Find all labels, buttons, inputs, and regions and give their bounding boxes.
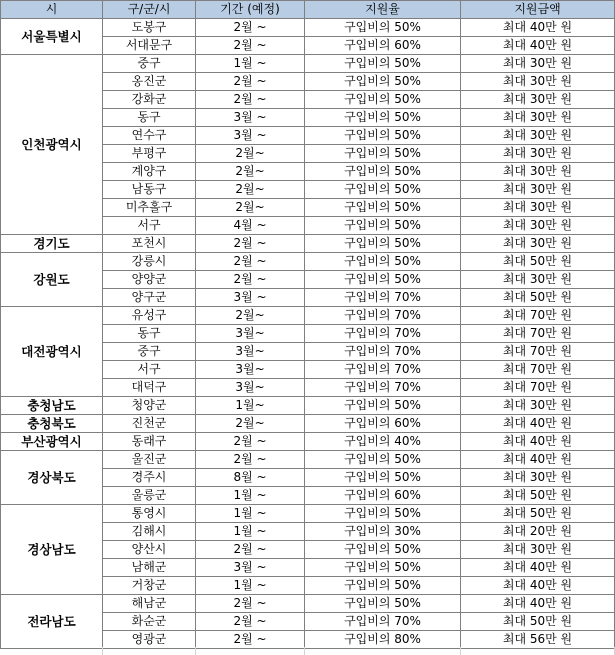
amount-cell[interactable]: 최대 50만 원 xyxy=(461,487,615,505)
rate-cell[interactable]: 구입비의 60% xyxy=(305,415,461,433)
rate-cell[interactable]: 구입비의 30% xyxy=(305,523,461,541)
region-cell[interactable]: 강원도 xyxy=(1,253,103,307)
period-cell[interactable]: 1월 ~ xyxy=(196,577,305,595)
amount-cell[interactable]: 최대 30만 원 xyxy=(461,73,615,91)
district-cell[interactable]: 서구 xyxy=(103,217,196,235)
table-row xyxy=(1,397,615,415)
amount-cell[interactable]: 최대 70만 원 xyxy=(461,379,615,397)
period-cell[interactable]: 2월 ~ xyxy=(196,19,305,37)
region-cell[interactable]: 경기도 xyxy=(1,235,103,253)
district-cell[interactable]: 중구 xyxy=(103,55,196,73)
district-cell[interactable]: 미추홀구 xyxy=(103,199,196,217)
period-cell[interactable]: 2월 ~ xyxy=(196,541,305,559)
header-region[interactable]: 시 xyxy=(1,1,103,19)
rate-cell[interactable]: 구입비의 50% xyxy=(305,109,461,127)
period-cell[interactable]: 2월 ~ xyxy=(196,631,305,649)
amount-cell[interactable]: 최대 40만 원 xyxy=(461,595,615,613)
period-cell[interactable]: 2월~ xyxy=(196,199,305,217)
period-cell[interactable]: 1월~ xyxy=(196,397,305,415)
rate-cell[interactable]: 구입비의 50% xyxy=(305,55,461,73)
district-cell[interactable]: 동구 xyxy=(103,325,196,343)
amount-cell[interactable]: 최대 40만 원 xyxy=(461,37,615,55)
rate-cell[interactable]: 구입비의 50% xyxy=(305,451,461,469)
district-cell[interactable]: 울릉군 xyxy=(103,487,196,505)
table-row xyxy=(1,433,615,451)
rate-cell[interactable]: 구입비의 50% xyxy=(305,19,461,37)
rate-cell[interactable]: 구입비의 80% xyxy=(305,631,461,649)
amount-cell[interactable]: 최대 30만 원 xyxy=(461,181,615,199)
rate-cell[interactable]: 구입비의 50% xyxy=(305,253,461,271)
district-cell[interactable]: 연수구 xyxy=(103,127,196,145)
period-cell[interactable]: 2월 ~ xyxy=(196,595,305,613)
rate-cell[interactable]: 구입비의 50% xyxy=(305,541,461,559)
district-cell[interactable]: 강릉시 xyxy=(103,253,196,271)
district-cell[interactable]: 통영시 xyxy=(103,505,196,523)
rate-cell[interactable]: 구입비의 50% xyxy=(305,469,461,487)
period-cell[interactable]: 3월~ xyxy=(196,379,305,397)
rate-cell[interactable]: 구입비의 50% xyxy=(305,145,461,163)
amount-cell[interactable]: 최대 40만 원 xyxy=(461,451,615,469)
region-cell[interactable]: 서울특별시 xyxy=(1,19,103,55)
region-cell[interactable]: 대전광역시 xyxy=(1,307,103,397)
district-cell[interactable]: 해남군 xyxy=(103,595,196,613)
region-cell[interactable]: 부산광역시 xyxy=(1,433,103,451)
amount-cell[interactable]: 최대 40만 원 xyxy=(461,559,615,577)
district-cell[interactable]: 남동구 xyxy=(103,181,196,199)
amount-cell[interactable]: 최대 70만 원 xyxy=(461,361,615,379)
amount-cell[interactable]: 최대 70만 원 xyxy=(461,307,615,325)
rate-cell[interactable]: 구입비의 50% xyxy=(305,577,461,595)
rate-cell[interactable]: 구입비의 50% xyxy=(305,73,461,91)
region-cell[interactable]: 경상북도 xyxy=(1,451,103,505)
period-cell[interactable]: 3월~ xyxy=(196,325,305,343)
amount-cell[interactable]: 최대 50만 원 xyxy=(461,505,615,523)
period-cell[interactable]: 3월~ xyxy=(196,361,305,379)
rate-cell[interactable]: 구입비의 50% xyxy=(305,595,461,613)
amount-cell[interactable]: 최대 30만 원 xyxy=(461,145,615,163)
rate-cell[interactable]: 구입비의 50% xyxy=(305,163,461,181)
table-row xyxy=(1,235,615,253)
period-cell[interactable]: 4월 ~ xyxy=(196,217,305,235)
amount-cell[interactable]: 최대 56만 원 xyxy=(461,631,615,649)
table-row xyxy=(1,595,615,613)
district-cell[interactable]: 유성구 xyxy=(103,307,196,325)
rate-cell[interactable]: 구입비의 60% xyxy=(305,487,461,505)
period-cell[interactable]: 1월 ~ xyxy=(196,487,305,505)
district-cell[interactable]: 양구군 xyxy=(103,289,196,307)
rate-cell[interactable]: 구입비의 50% xyxy=(305,181,461,199)
header-period[interactable]: 기간 (예정) xyxy=(196,1,305,19)
period-cell[interactable]: 2월~ xyxy=(196,415,305,433)
district-cell[interactable]: 진천군 xyxy=(103,415,196,433)
rate-cell[interactable]: 구입비의 60% xyxy=(305,37,461,55)
district-cell[interactable]: 서대문구 xyxy=(103,37,196,55)
rate-cell[interactable]: 구입비의 70% xyxy=(305,361,461,379)
empty-row-strip xyxy=(0,647,615,655)
district-cell[interactable]: 화순군 xyxy=(103,613,196,631)
amount-cell[interactable]: 최대 40만 원 xyxy=(461,19,615,37)
region-cell[interactable]: 경상남도 xyxy=(1,505,103,595)
period-cell[interactable]: 2월 ~ xyxy=(196,271,305,289)
rate-cell[interactable]: 구입비의 50% xyxy=(305,91,461,109)
period-cell[interactable]: 2월 ~ xyxy=(196,253,305,271)
amount-cell[interactable]: 최대 40만 원 xyxy=(461,415,615,433)
amount-cell[interactable]: 최대 70만 원 xyxy=(461,325,615,343)
district-cell[interactable]: 강화군 xyxy=(103,91,196,109)
header-district[interactable]: 구/군/시 xyxy=(103,1,196,19)
region-cell[interactable]: 전라남도 xyxy=(1,595,103,649)
district-cell[interactable]: 김해시 xyxy=(103,523,196,541)
amount-cell[interactable]: 최대 30만 원 xyxy=(461,109,615,127)
district-cell[interactable]: 도봉구 xyxy=(103,19,196,37)
district-cell[interactable]: 경주시 xyxy=(103,469,196,487)
district-cell[interactable]: 대덕구 xyxy=(103,379,196,397)
table-row xyxy=(1,451,615,469)
district-cell[interactable]: 양양군 xyxy=(103,271,196,289)
period-cell[interactable]: 2월 ~ xyxy=(196,37,305,55)
period-cell[interactable]: 2월 ~ xyxy=(196,73,305,91)
period-cell[interactable]: 3월 ~ xyxy=(196,127,305,145)
amount-cell[interactable]: 최대 20만 원 xyxy=(461,523,615,541)
district-cell[interactable]: 남해군 xyxy=(103,559,196,577)
region-cell[interactable]: 충청북도 xyxy=(1,415,103,433)
district-cell[interactable]: 옹진군 xyxy=(103,73,196,91)
period-cell[interactable]: 3월 ~ xyxy=(196,559,305,577)
table-row xyxy=(1,253,615,271)
amount-cell[interactable]: 최대 30만 원 xyxy=(461,469,615,487)
period-cell[interactable]: 8월 ~ xyxy=(196,469,305,487)
period-cell[interactable]: 2월 ~ xyxy=(196,235,305,253)
table-row xyxy=(1,55,615,73)
table-row xyxy=(1,415,615,433)
period-cell[interactable]: 2월 ~ xyxy=(196,451,305,469)
rate-cell[interactable]: 구입비의 70% xyxy=(305,343,461,361)
rate-cell[interactable]: 구입비의 50% xyxy=(305,217,461,235)
amount-cell[interactable]: 최대 30만 원 xyxy=(461,91,615,109)
district-cell[interactable]: 포천시 xyxy=(103,235,196,253)
amount-cell[interactable]: 최대 50만 원 xyxy=(461,253,615,271)
district-cell[interactable]: 영광군 xyxy=(103,631,196,649)
header-rate[interactable]: 지원율 xyxy=(305,1,461,19)
rate-cell[interactable]: 구입비의 50% xyxy=(305,127,461,145)
period-cell[interactable]: 2월 ~ xyxy=(196,91,305,109)
amount-cell[interactable]: 최대 30만 원 xyxy=(461,127,615,145)
amount-cell[interactable]: 최대 40만 원 xyxy=(461,577,615,595)
rate-cell[interactable]: 구입비의 50% xyxy=(305,505,461,523)
amount-cell[interactable]: 최대 30만 원 xyxy=(461,217,615,235)
district-cell[interactable]: 양산시 xyxy=(103,541,196,559)
rate-cell[interactable]: 구입비의 40% xyxy=(305,433,461,451)
table-body xyxy=(1,19,615,649)
rate-cell[interactable]: 구입비의 50% xyxy=(305,397,461,415)
table-row xyxy=(1,505,615,523)
period-cell[interactable]: 1월 ~ xyxy=(196,55,305,73)
period-cell[interactable]: 3월 ~ xyxy=(196,289,305,307)
period-cell[interactable]: 1월 ~ xyxy=(196,523,305,541)
district-cell[interactable]: 서구 xyxy=(103,361,196,379)
period-cell[interactable]: 2월~ xyxy=(196,163,305,181)
rate-cell[interactable]: 구입비의 70% xyxy=(305,289,461,307)
amount-cell[interactable]: 최대 30만 원 xyxy=(461,55,615,73)
period-cell[interactable]: 2월 ~ xyxy=(196,433,305,451)
amount-cell[interactable]: 최대 30만 원 xyxy=(461,235,615,253)
rate-cell[interactable]: 구입비의 70% xyxy=(305,379,461,397)
amount-cell[interactable]: 최대 40만 원 xyxy=(461,433,615,451)
rate-cell[interactable]: 구입비의 50% xyxy=(305,559,461,577)
district-cell[interactable]: 울진군 xyxy=(103,451,196,469)
region-cell[interactable]: 인천광역시 xyxy=(1,55,103,235)
amount-cell[interactable]: 최대 30만 원 xyxy=(461,397,615,415)
district-cell[interactable]: 동래구 xyxy=(103,433,196,451)
rate-cell[interactable]: 구입비의 70% xyxy=(305,307,461,325)
amount-cell[interactable]: 최대 50만 원 xyxy=(461,613,615,631)
amount-cell[interactable]: 최대 30만 원 xyxy=(461,541,615,559)
district-cell[interactable]: 부평구 xyxy=(103,145,196,163)
period-cell[interactable]: 2월~ xyxy=(196,145,305,163)
header-amount[interactable]: 지원금액 xyxy=(461,1,615,19)
amount-cell[interactable]: 최대 30만 원 xyxy=(461,163,615,181)
period-cell[interactable]: 2월~ xyxy=(196,307,305,325)
amount-cell[interactable]: 최대 30만 원 xyxy=(461,271,615,289)
period-cell[interactable]: 3월 ~ xyxy=(196,109,305,127)
district-cell[interactable]: 거창군 xyxy=(103,577,196,595)
rate-cell[interactable]: 구입비의 50% xyxy=(305,199,461,217)
period-cell[interactable]: 2월~ xyxy=(196,181,305,199)
rate-cell[interactable]: 구입비의 50% xyxy=(305,235,461,253)
table-row xyxy=(1,19,615,37)
amount-cell[interactable]: 최대 30만 원 xyxy=(461,199,615,217)
district-cell[interactable]: 동구 xyxy=(103,109,196,127)
rate-cell[interactable]: 구입비의 70% xyxy=(305,613,461,631)
period-cell[interactable]: 3월~ xyxy=(196,343,305,361)
amount-cell[interactable]: 최대 50만 원 xyxy=(461,289,615,307)
period-cell[interactable]: 1월 ~ xyxy=(196,505,305,523)
header-row xyxy=(1,1,615,19)
rate-cell[interactable]: 구입비의 70% xyxy=(305,325,461,343)
period-cell[interactable]: 2월 ~ xyxy=(196,613,305,631)
amount-cell[interactable]: 최대 70만 원 xyxy=(461,343,615,361)
table-row xyxy=(1,307,615,325)
district-cell[interactable]: 계양구 xyxy=(103,163,196,181)
district-cell[interactable]: 청양군 xyxy=(103,397,196,415)
region-cell[interactable]: 충청남도 xyxy=(1,397,103,415)
district-cell[interactable]: 중구 xyxy=(103,343,196,361)
rate-cell[interactable]: 구입비의 50% xyxy=(305,271,461,289)
